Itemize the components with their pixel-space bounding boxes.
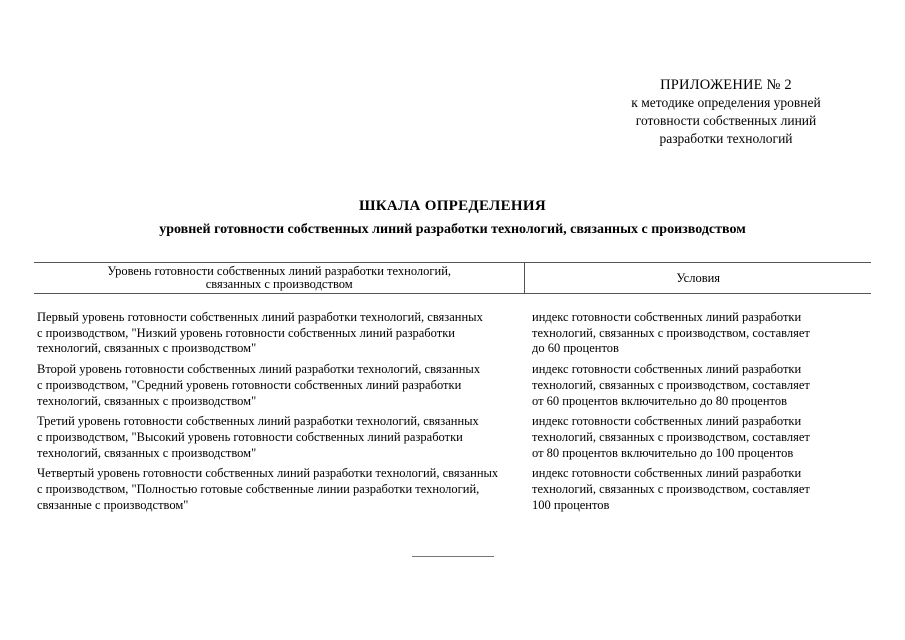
condition-cell bbox=[525, 466, 871, 513]
level-cell bbox=[34, 466, 525, 513]
header-level-line: связанных с производством bbox=[205, 277, 353, 291]
table-row bbox=[34, 310, 871, 357]
appendix-line: разработки технологий bbox=[659, 131, 793, 146]
cell-line: с производством, "Высокий уровень готовности собственных линий разработки bbox=[37, 429, 463, 444]
cell-line: индекс готовности собственных линий разработки bbox=[532, 362, 802, 377]
table-body bbox=[34, 294, 871, 513]
cell-line: с производством, "Низкий уровень готовности собственных линий разработки bbox=[37, 325, 455, 340]
cell-line: связанные с производством" bbox=[37, 497, 189, 512]
level-cell bbox=[34, 362, 525, 409]
document-subtitle: уровней готовности собственных линий разработки технологий, связанных с производством bbox=[159, 222, 746, 237]
appendix-title: ПРИЛОЖЕНИЕ № 2 bbox=[660, 77, 792, 93]
table-row bbox=[34, 414, 871, 461]
header-conditions-column: Условия bbox=[676, 270, 721, 285]
cell-line: до 60 процентов bbox=[532, 341, 619, 356]
cell-line: Третий уровень готовности собственных линий разработки технологий, связанных bbox=[37, 414, 479, 429]
header-level-line: Уровень готовности собственных линий разработки технологий, bbox=[107, 264, 452, 278]
table-row bbox=[34, 466, 871, 513]
cell-line: от 60 процентов включительно до 80 процентов bbox=[532, 393, 787, 408]
level-cell bbox=[34, 310, 525, 357]
cell-line: Первый уровень готовности собственных линий разработки технологий, связанных bbox=[37, 310, 483, 324]
table-header bbox=[34, 262, 871, 294]
cell-line: технологий, связанных с производством, составляет bbox=[532, 482, 810, 497]
closing-rule bbox=[412, 556, 494, 557]
condition-cell bbox=[525, 310, 871, 357]
condition-cell bbox=[525, 362, 871, 409]
cell-line: с производством, "Полностью готовые собственные линии разработки технологий, bbox=[37, 482, 480, 497]
cell-line: индекс готовности собственных линий разработки bbox=[532, 466, 802, 481]
cell-line: индекс готовности собственных линий разработки bbox=[532, 310, 802, 324]
appendix-block bbox=[596, 76, 856, 148]
cell-line: технологий, связанных с производством, составляет bbox=[532, 325, 810, 340]
cell-line: технологий, связанных с производством, составляет bbox=[532, 429, 810, 444]
level-cell bbox=[34, 414, 525, 461]
cell-line: 100 процентов bbox=[532, 497, 610, 512]
cell-line: с производством, "Средний уровень готовности собственных линий разработки bbox=[37, 377, 462, 392]
cell-line: Четвертый уровень готовности собственных линий разработки технологий, связанных bbox=[37, 466, 499, 481]
table-row bbox=[34, 362, 871, 409]
cell-line: Второй уровень готовности собственных линий разработки технологий, связанных bbox=[37, 362, 481, 377]
readiness-scale-table bbox=[34, 262, 871, 518]
cell-line: технологий, связанных с производством" bbox=[37, 445, 257, 460]
cell-line: технологий, связанных с производством" bbox=[37, 393, 257, 408]
cell-line: индекс готовности собственных линий разработки bbox=[532, 414, 802, 429]
appendix-line: готовности собственных линий bbox=[635, 113, 817, 128]
condition-cell bbox=[525, 414, 871, 461]
cell-line: технологий, связанных с производством, составляет bbox=[532, 377, 810, 392]
cell-line: от 80 процентов включительно до 100 процентов bbox=[532, 445, 794, 460]
header-level-column bbox=[34, 263, 525, 293]
appendix-line: к методике определения уровней bbox=[631, 95, 821, 110]
document-title: ШКАЛА ОПРЕДЕЛЕНИЯ bbox=[358, 198, 547, 214]
cell-line: технологий, связанных с производством" bbox=[37, 341, 257, 356]
